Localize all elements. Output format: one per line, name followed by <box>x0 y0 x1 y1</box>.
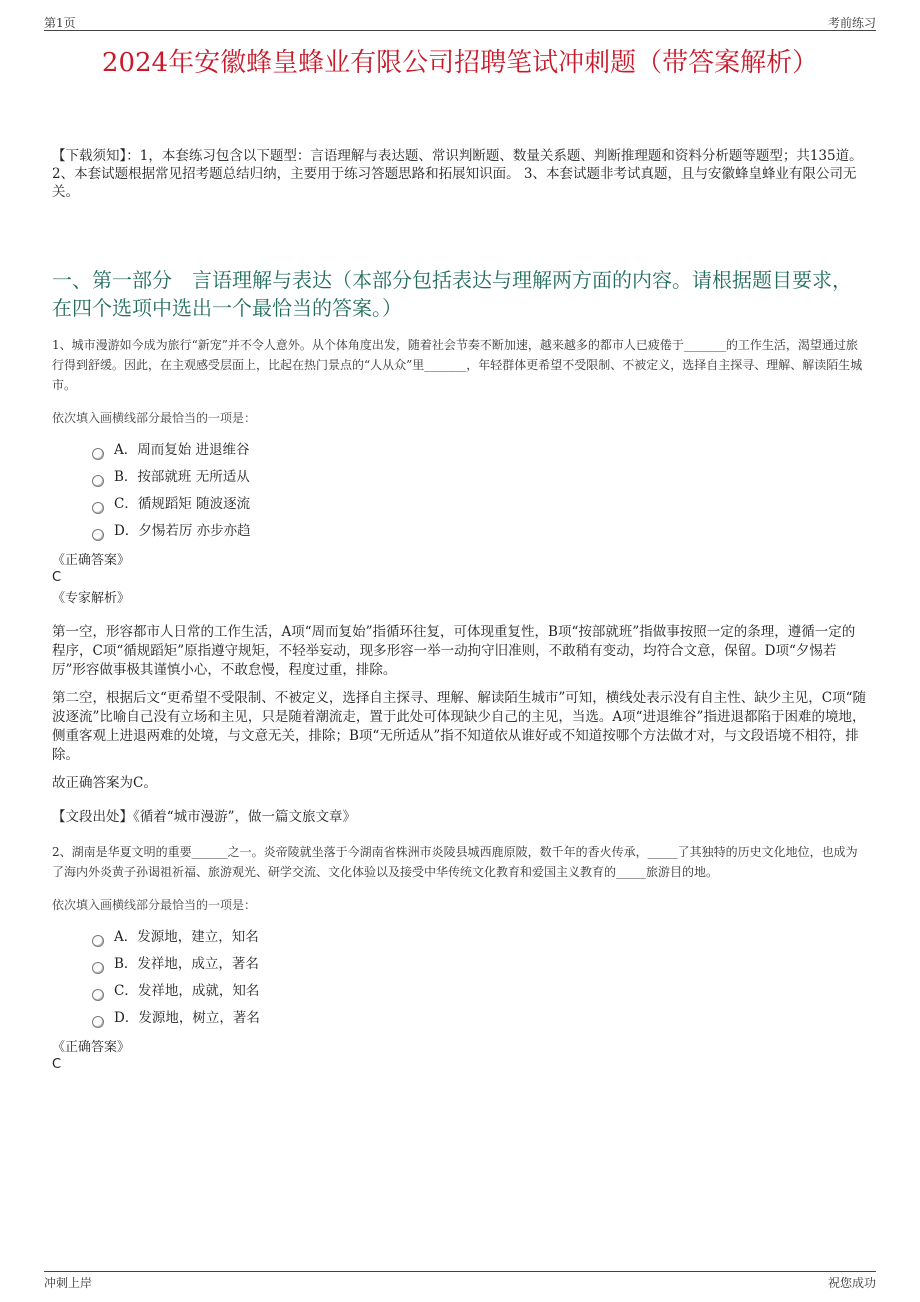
radio-icon[interactable] <box>92 475 104 487</box>
answer-value: C <box>52 1057 62 1072</box>
option-b[interactable]: B．发祥地，成立，著名 <box>92 951 260 978</box>
page-footer <box>44 1271 876 1290</box>
analysis-paragraph-1: 第一空，形容都市人日常的工作生活，A项“周而复始”指循环往复，可体现重复性，B项“按部就班”指做事按照一定的条理，遵循一定的程序，C项“循规蹈矩”原指遵守规矩，不轻举妄动，现多形容一举一动拘守旧准则，不敢稍有变动，均符合文意，保留。D项“夕惕若厉”形容做事极其谨慎小心，不敢怠慢，程度过重，排除。 <box>52 624 856 678</box>
analysis-paragraph-2: 第二空，根据后文“更希望不受限制、不被定义，选择自主探寻、理解、解读陌生城市”可知，横线处表示没有自主性、缺少主见，C项“随波逐流”比喻自己没有立场和主见，只是随着潮流走，置于此处可体现缺少自己的主见，当选。A项“进退维谷”指进退都陷于困难的境地，侧重客观上进退两难的处境，与文意无关，排除；B项“无所适从”指不知道依从谁好或不知道按哪个方法做才对，与文段语境不相符，排除。 <box>52 690 867 763</box>
option-d[interactable]: D．发源地，树立，著名 <box>92 1005 260 1032</box>
radio-icon[interactable] <box>92 502 104 514</box>
question-1-options <box>92 437 251 545</box>
answer-label: 《正确答案》 <box>52 553 131 568</box>
analysis-conclusion: 故正确答案为C。 <box>52 775 157 791</box>
section-heading: 一、第一部分 言语理解与表达（本部分包括表达与理解两方面的内容。请根据题目要求，在四个选项中选出一个最恰当的答案。） <box>52 268 852 320</box>
question-2-options <box>92 924 260 1032</box>
radio-icon[interactable] <box>92 962 104 974</box>
radio-icon[interactable] <box>92 448 104 460</box>
footer-right: 祝您成功 <box>827 1276 876 1290</box>
page-title: 2024年安徽蜂皇蜂业有限公司招聘笔试冲刺题（带答案解析） <box>101 48 819 78</box>
radio-icon[interactable] <box>92 989 104 1001</box>
option-d[interactable]: D．夕惕若厉 亦步亦趋 <box>92 518 251 545</box>
question-2-prompt: 依次填入画横线部分最恰当的一项是： <box>52 898 257 912</box>
option-c[interactable]: C．发祥地，成就，知名 <box>92 978 260 1005</box>
option-a[interactable]: A．发源地，建立，知名 <box>92 924 260 951</box>
question-2-text: 2、湖南是华夏文明的重要______之一。炎帝陵就坐落于今湖南省株洲市炎陵县城西鹿原陂，数千年的香火传承，_____了其独特的历史文化地位，也成为了海内外炎黄子孙谒祖祈福、旅游观光、研学交流、文化体验以及接受中华传统文化教育和爱国主义教育的_____旅游目的地。 <box>52 845 858 879</box>
analysis-label: 《专家解析》 <box>52 591 131 606</box>
radio-icon[interactable] <box>92 935 104 947</box>
footer-left: 冲刺上岸 <box>44 1276 93 1290</box>
passage-source: 【文段出处】《循着“城市漫游”，做一篇文旅文章》 <box>52 809 357 825</box>
page-number: 第1页 <box>44 16 76 30</box>
radio-icon[interactable] <box>92 529 104 541</box>
radio-icon[interactable] <box>92 1016 104 1028</box>
option-c[interactable]: C．循规蹈矩 随波逐流 <box>92 491 251 518</box>
download-notice: 【下载须知】：1，本套练习包含以下题型：言语理解与表达题、常识判断题、数量关系题、判断推理题和资料分析题等题型；共135道。 2、本套试题根据常见招考题总结归纳，主要用于练习答题思路和拓展知识面。 3、本套试题非考试真题，且与安徽蜂皇蜂业有限公司无关。 <box>52 148 863 200</box>
question-1-text: 1、城市漫游如今成为旅行“新宠”并不令人意外。从个体角度出发，随着社会节奏不断加速，越来越多的都市人已疲倦于_______的工作生活，渴望通过旅行得到舒缓。因此，在主观感受层面上，比起在热门景点的“人从众”里_______，年轻群体更希望不受限制、不被定义，选择自主探寻、理解、解读陌生城市。 <box>52 338 863 392</box>
option-a[interactable]: A．周而复始 进退维谷 <box>92 437 251 464</box>
header-tag: 考前练习 <box>827 16 876 30</box>
question-1-prompt: 依次填入画横线部分最恰当的一项是： <box>52 411 257 425</box>
page-header <box>44 12 876 31</box>
answer-value: C <box>52 570 62 585</box>
answer-label: 《正确答案》 <box>52 1040 131 1055</box>
option-b[interactable]: B．按部就班 无所适从 <box>92 464 251 491</box>
